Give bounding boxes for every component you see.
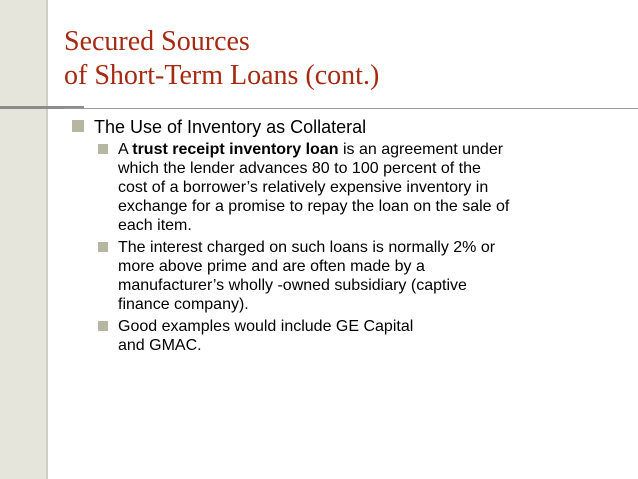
sub-bullet-line: which the lender advances 80 to 100 percent of the: [118, 160, 481, 177]
square-bullet-icon: [98, 144, 108, 154]
sub-bullet-trust-receipt: [96, 140, 606, 235]
slide-title-line-2: of Short-Term Loans (cont.): [64, 60, 380, 91]
bold-term: trust receipt inventory loan: [132, 141, 339, 158]
sub-bullet-line: exchange for a promise to repay the loan on the sale of: [118, 198, 510, 215]
main-bullet: [72, 116, 612, 138]
sub-bullet-line: each item.: [118, 217, 192, 234]
sub-bullet-list: [96, 140, 606, 355]
sub-bullet-line: The interest charged on such loans is normally 2% or: [118, 239, 496, 256]
sub-bullet-line: manufacturer’s wholly -owned subsidiary (captive: [118, 277, 467, 294]
slide-content: [72, 116, 612, 358]
left-bar-edge: [46, 0, 48, 479]
sub-bullet-line: [118, 140, 606, 159]
slide-title-line-1: Secured Sources: [64, 26, 250, 57]
title-underline: [64, 108, 638, 109]
sub-bullet-interest: [96, 238, 606, 314]
slide-title: [64, 25, 584, 93]
square-bullet-icon: [72, 120, 84, 132]
main-bullet-text: The Use of Inventory as Collateral: [94, 117, 367, 137]
sub-bullet-line: cost of a borrower’s relatively expensive inventory in: [118, 179, 489, 196]
square-bullet-icon: [98, 321, 108, 331]
text-fragment: A: [118, 141, 133, 158]
sub-bullet-examples: [96, 317, 606, 355]
sub-bullet-line: more above prime and are often made by a: [118, 258, 425, 275]
sub-bullet-line: Good examples would include GE Capital: [118, 318, 414, 335]
left-decorative-bar: [0, 0, 46, 479]
sub-bullet-line: and GMAC.: [118, 337, 202, 354]
sub-bullet-line: finance company).: [118, 296, 249, 313]
text-fragment: is an agreement under: [338, 141, 504, 158]
square-bullet-icon: [98, 242, 108, 252]
